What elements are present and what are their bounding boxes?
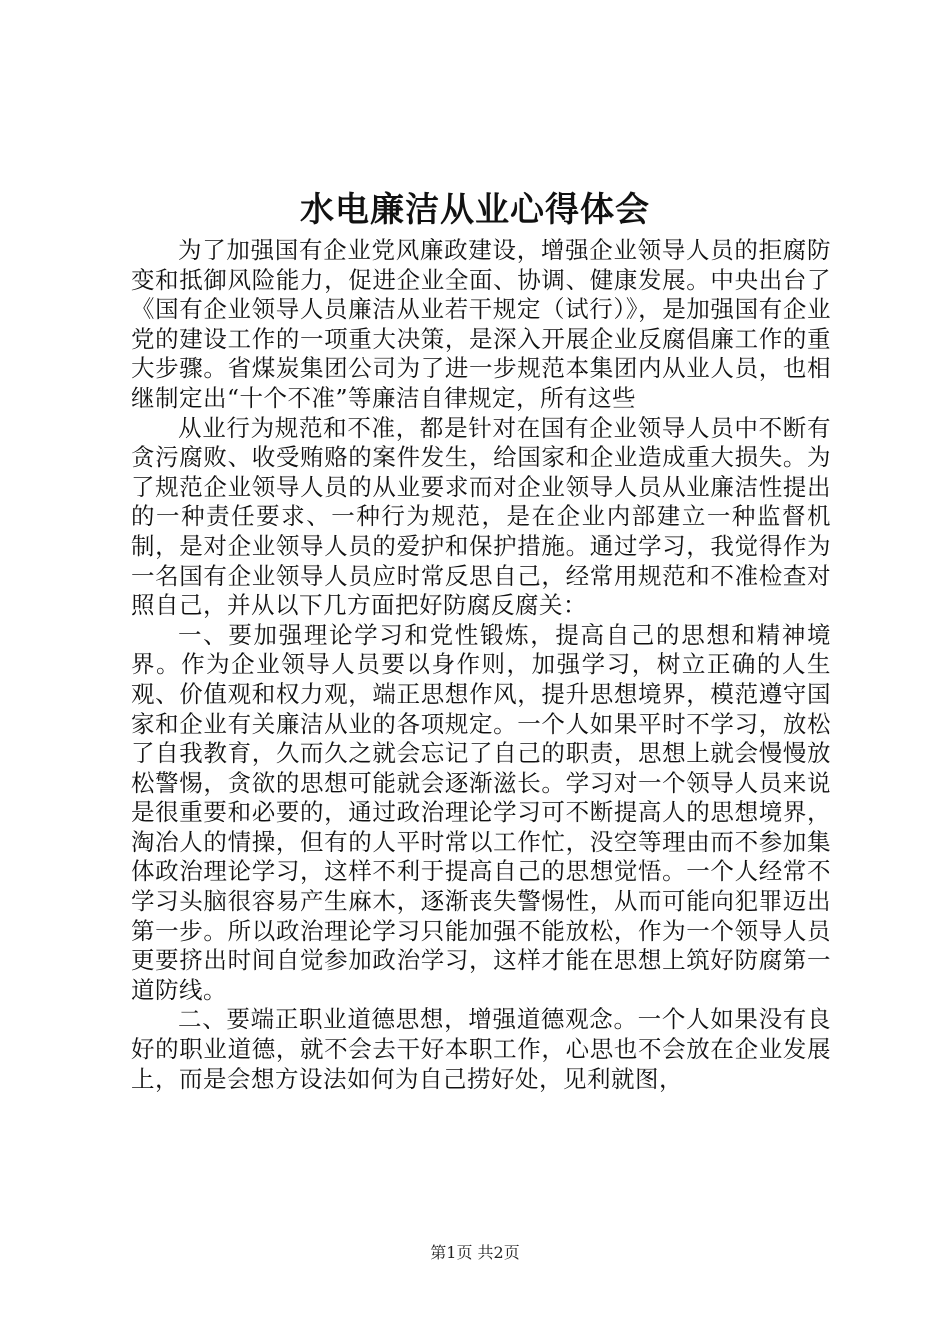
paragraph-intro: 为了加强国有企业党风廉政建设，增强企业领导人员的拒腐防变和抵御风险能力，促进企业全面、协调、健康发展。中央出台了《国有企业领导人员廉洁从业若干规定（试行）》，是加强国有企业党的建设工作的一项重大决策，是深入开展企业反腐倡廉工作的重大步骤。省煤炭集团公司为了进一步规范本集团内从业人员，也相继制定出“十个不准”等廉洁自律规定，所有这些 <box>131 236 831 412</box>
paragraph-point-one: 一、要加强理论学习和党性锻炼，提高自己的思想和精神境界。作为企业领导人员要以身作则，加强学习，树立正确的人生观、价值观和权力观，端正思想作风，提升思想境界，模范遵守国家和企业有关廉洁从业的各项规定。一个人如果平时不学习，放松了自我教育，久而久之就会忘记了自己的职责，思想上就会慢慢放松警惕，贪欲的思想可能就会逐渐滋长。学习对一个领导人员来说是很重要和必要的，通过政治理论学习可不断提高人的思想境界，淘冶人的情操，但有的人平时常以工作忙，没空等理由而不参加集体政治理论学习，这样不利于提高自己的思想觉悟。一个人经常不学习头脑很容易产生麻木，逐渐丧失警惕性，从而可能向犯罪迈出第一步。所以政治理论学习只能加强不能放松，作为一个领导人员更要挤出时间自觉参加政治学习，这样才能在思想上筑好防腐第一道防线。 <box>131 620 831 1004</box>
paragraph-point-two: 二、要端正职业道德思想，增强道德观念。一个人如果没有良好的职业道德，就不会去干好本职工作，心思也不会放在企业发展上，而是会想方设法如何为自己捞好处，见利就图， <box>131 1005 831 1093</box>
document-body <box>131 236 831 1094</box>
document-title: 水电廉洁从业心得体会 <box>300 190 650 230</box>
paragraph-regulations: 从业行为规范和不准，都是针对在国有企业领导人员中不断有贪污腐败、收受贿赂的案件发生，给国家和企业造成重大损失。为了规范企业领导人员的从业要求而对企业领导人员从业廉洁性提出的一种责任要求、一种行为规范，是在企业内部建立一种监督机制，是对企业领导人员的爱护和保护措施。通过学习，我觉得作为一名国有企业领导人员应时常反思自己，经常用规范和不准检查对照自己，并从以下几方面把好防腐反腐关： <box>131 413 831 620</box>
page-number-footer: 第1页 共2页 <box>430 1243 520 1262</box>
